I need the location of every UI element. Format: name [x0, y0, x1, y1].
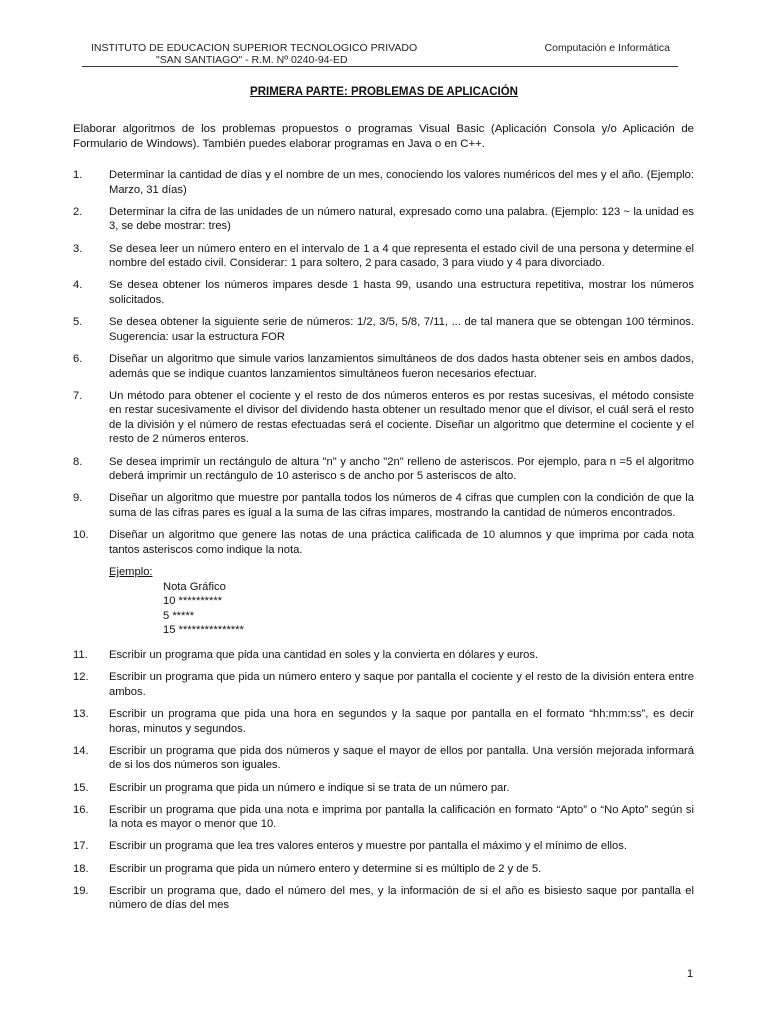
item-number: 11. — [73, 648, 88, 661]
list-item — [73, 315, 694, 344]
list-item — [73, 862, 694, 877]
item-number: 5. — [73, 316, 83, 329]
item-number: 15. — [73, 781, 89, 794]
list-item — [73, 744, 694, 773]
example-line: 15 *************** — [163, 624, 244, 637]
header-divider — [82, 66, 678, 67]
list-item — [73, 278, 694, 307]
item-number: 10. — [73, 529, 89, 542]
list-item — [73, 528, 694, 557]
problem-list — [73, 168, 694, 921]
item-text: Escribir un programa que pida un número entero y determine si es múltiplo de 2 y de 5. — [109, 862, 542, 875]
item-number: 14. — [73, 744, 89, 757]
page-title: PRIMERA PARTE: PROBLEMAS DE APLICACIÓN — [250, 86, 518, 98]
item-number: 12. — [73, 671, 89, 684]
example-line: 5 ***** — [163, 609, 195, 622]
department-name: Computación e Informática — [544, 42, 670, 54]
item-text: Se desea obtener la siguiente serie de números: 1/2, 3/5, 5/8, 7/11, ... de tal manera que se obtengan 100 términos. Sugerencia: usar la estructura FOR — [109, 316, 694, 343]
intro-paragraph: Elaborar algoritmos de los problemas propuestos o programas Visual Basic (Aplicación Consola y/o Aplicación de Formulario de Windows). También puedes elaborar programas en Java o en C++. — [73, 123, 694, 150]
item-number: 13. — [73, 707, 89, 720]
item-text: Se desea obtener los números impares desde 1 hasta 99, usando una estructura repetitiva, mostrar los números solicitados. — [109, 279, 694, 306]
list-item — [73, 352, 694, 381]
item-number: 6. — [73, 352, 83, 365]
list-item — [73, 839, 694, 854]
item-number: 18. — [73, 862, 89, 875]
example-line: Nota Gráfico — [163, 580, 226, 593]
item-number: 8. — [73, 455, 83, 468]
item-text: Escribir un programa que pida un número e indique si se trata de un número par. — [109, 781, 510, 794]
item-text: Escribir un programa que lea tres valores enteros y muestre por pantalla el máximo y el mínimo de ellos. — [109, 840, 627, 853]
page-number: 1 — [687, 968, 694, 980]
institute-header — [91, 42, 417, 66]
item-text: Diseñar un algoritmo que muestre por pantalla todos los números de 4 cifras que cumplen con la condición de que la suma de las cifras pares es igual a la suma de las cifras impares, mostrando la cantidad de números encontrados. — [109, 492, 694, 520]
item-number: 7. — [73, 389, 83, 402]
item-number: 19. — [73, 884, 89, 897]
list-item — [73, 168, 694, 197]
item-number: 2. — [73, 205, 83, 218]
list-item — [73, 389, 694, 447]
institute-name: INSTITUTO DE EDUCACION SUPERIOR TECNOLOGICO PRIVADO — [91, 42, 418, 54]
item-number: 3. — [73, 242, 83, 255]
item-text: Un método para obtener el cociente y el resto de dos números enteros es por restas sucesivas, el método consiste en restar sucesivamente el divisor del dividendo hasta obtener un resultado menor que el divisor, el cuál será el resto de la división y el número de restas efectuadas será el cociente. Diseñar un algoritmo que determine el cociente y el resto de 2 números enteros. — [109, 389, 694, 446]
item-text: Escribir un programa que pida dos números y saque el mayor de ellos por pantalla. Una versión mejorada informará de si los dos números son iguales. — [109, 744, 694, 772]
example-block — [109, 565, 694, 638]
item-number: 4. — [73, 279, 83, 292]
item-text: Se desea imprimir un rectángulo de altura "n" y ancho "2n" relleno de asteriscos. Por ejemplo, para n =5 el algoritmo deberá imprimir un rectángulo de 10 asterisco s de ancho por 5 asteriscos de alto. — [109, 455, 694, 483]
list-item — [73, 781, 694, 796]
item-text: Escribir un programa que pida una nota e imprima por pantalla la calificación en formato “Apto” o “No Apto” según si la nota es mayor o menor que 10. — [109, 803, 694, 831]
item-text: Se desea leer un número entero en el intervalo de 1 a 4 que representa el estado civil de una persona y determine el nombre del estado civil. Considerar: 1 para soltero, 2 para casado, 3 para viudo y 4 para divorciado. — [109, 242, 694, 270]
list-item — [73, 670, 694, 699]
list-item — [73, 648, 694, 663]
example-label: Ejemplo: — [109, 566, 153, 578]
list-item — [73, 803, 694, 832]
item-number: 9. — [73, 492, 83, 505]
item-number: 1. — [73, 169, 83, 181]
institute-resolution: "SAN SANTIAGO" - R.M. Nº 0240-94-ED — [156, 54, 348, 66]
list-item — [73, 491, 694, 520]
list-item — [73, 205, 694, 234]
item-text: Determinar la cantidad de días y el nombre de un mes, conociendo los valores numéricos del mes y el año. (Ejemplo: Marzo, 31 días) — [109, 169, 694, 196]
item-text: Determinar la cifra de las unidades de un número natural, expresado como una palabra. (Ejemplo: 123 ~ la unidad es 3, se debe mostrar: tres) — [109, 205, 694, 233]
item-number: 16. — [73, 803, 89, 816]
item-text: Escribir un programa que pida una hora en segundos y la saque por pantalla en el formato “hh:mm:ss”, es decir horas, minutos y segundos. — [109, 707, 694, 735]
item-text: Escribir un programa que, dado el número del mes, y la información de si el año es bisiesto saque por pantalla el número de días del mes — [109, 884, 694, 912]
item-text: Escribir un programa que pida un número entero y saque por pantalla el cociente y el resto de la división entera entre ambos. — [109, 671, 694, 698]
item-text: Diseñar un algoritmo que simule varios lanzamientos simultáneos de dos dados hasta obtener seis en ambos dados, además que se indique cuantos lanzamientos simultáneos fueron necesarios efectuar. — [109, 352, 694, 380]
list-item — [73, 884, 694, 913]
item-number: 17. — [73, 840, 89, 853]
list-item — [73, 455, 694, 484]
list-item — [73, 242, 694, 271]
item-text: Escribir un programa que pida una cantidad en soles y la convierta en dólares y euros. — [109, 648, 539, 661]
example-line: 10 ********** — [163, 595, 223, 608]
item-text: Diseñar un algoritmo que genere las notas de una práctica calificada de 10 alumnos y que imprima por cada nota tantos asteriscos como indique la nota. — [109, 529, 694, 556]
list-item — [73, 707, 694, 736]
